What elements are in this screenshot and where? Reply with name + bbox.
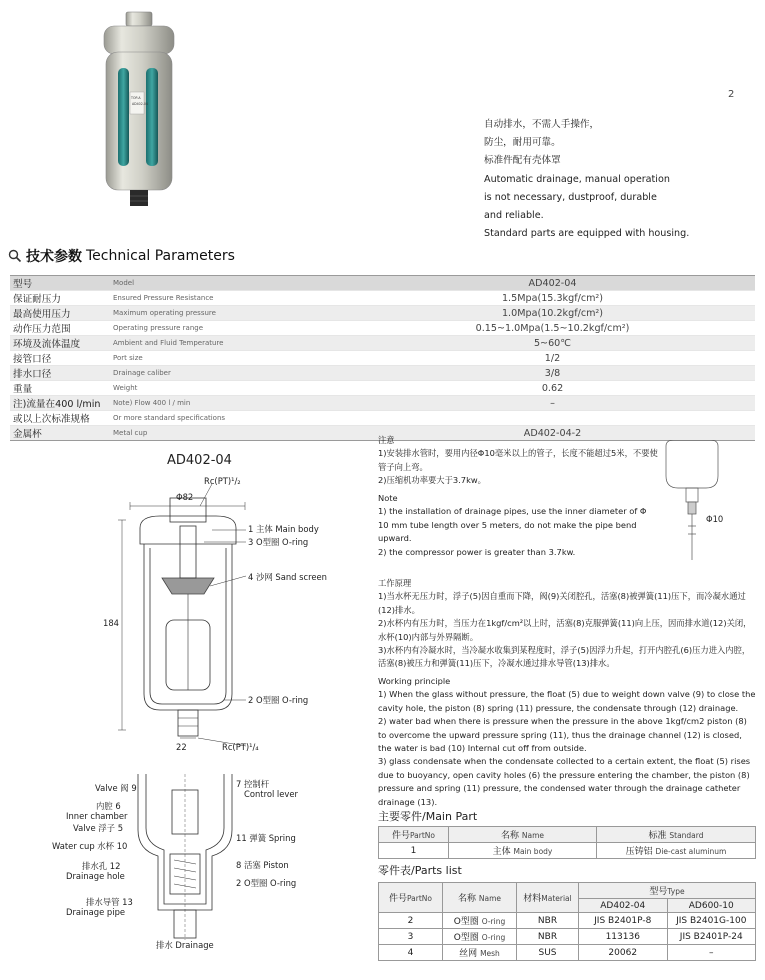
spec-value: 1.5Mpa(15.3kgf/cm²) bbox=[350, 291, 755, 306]
spec-label-cn: 注)流量在400 l/min bbox=[10, 396, 110, 411]
dim-diameter: Φ82 bbox=[176, 492, 194, 502]
detail-drawing bbox=[130, 770, 240, 942]
cell-model1: 113136 bbox=[579, 929, 668, 945]
col-partno bbox=[379, 827, 449, 843]
spec-label-en: Ambient and Fluid Temperature bbox=[110, 336, 350, 351]
spec-label-en: Port size bbox=[110, 351, 350, 366]
dim-bottom-width: 22 bbox=[176, 742, 187, 752]
spec-value: 1/2 bbox=[350, 351, 755, 366]
install-drawing bbox=[662, 440, 722, 570]
name-cn: O型圈 bbox=[453, 917, 479, 927]
name-cn: 丝网 bbox=[459, 949, 478, 959]
cell-model1: 20062 bbox=[579, 945, 668, 961]
callout-inner-chamber-cn: 内腔 6 bbox=[96, 801, 121, 811]
drawing-title: AD402-04 bbox=[167, 453, 232, 468]
cell-material: SUS bbox=[517, 945, 579, 961]
sectional-drawing bbox=[100, 470, 270, 770]
spec-row bbox=[10, 321, 755, 336]
parts-row bbox=[379, 945, 756, 961]
feature-line: and reliable. bbox=[484, 210, 544, 222]
name-cn: O型圈 bbox=[453, 933, 479, 943]
spec-label-cn: 金属杯 bbox=[10, 426, 110, 441]
section-title-technical bbox=[8, 246, 235, 266]
principle-cn-line: 1)当水杯无压力时，浮子(5)因自重而下降，阀(9)关闭腔孔，活塞(8)被弹簧(11)压下，而冷凝水通过(12)排水。 bbox=[378, 591, 746, 615]
col-model-ad600: AD600-10 bbox=[667, 899, 756, 913]
col-standard bbox=[597, 827, 756, 843]
hdr-en: Name bbox=[521, 831, 545, 840]
note-en-title: Note bbox=[378, 493, 398, 503]
spec-label-cn: 最高使用压力 bbox=[10, 306, 110, 321]
callout-o-ring-3: 3 O型圈 O-ring bbox=[248, 537, 309, 547]
spec-value: 5~60℃ bbox=[350, 336, 755, 351]
cell-material: NBR bbox=[517, 929, 579, 945]
section-title-en: Technical Parameters bbox=[86, 248, 235, 264]
section-title-cn: 技术参数 bbox=[26, 249, 82, 265]
cell-model2: – bbox=[667, 945, 756, 961]
spec-row bbox=[10, 306, 755, 321]
principle-cn-line: 3)水杯内有冷凝水时，当冷凝水收集到某程度时，浮子(5)因浮力升起，打开内腔孔(6)压力进入内腔，活塞(8)被压力和弹簧(11)压下，冷凝水通过排水导管(13)排水。 bbox=[378, 645, 751, 669]
principle-cn-line: 2)水杯内有压力时，当压力在1kgf/cm²以上时，活塞(8)克服弹簧(11)向上压，因而排水道(12)关闭，水杯(10)内部与外界隔断。 bbox=[378, 618, 752, 642]
principle-en-line: 3) glass condensate when the condensate collected to a certain extent, the float (5) rises due to buoyancy, open cavity holes (6) the pressure entering the chamber, the piston (8) pressure and spring (11) pressure, the condensed water through the drainage catheter drainage (13). bbox=[378, 756, 751, 807]
cell-name bbox=[443, 929, 517, 945]
label-model: AD402-04 bbox=[132, 102, 148, 106]
spec-label-cn: 环境及流体温度 bbox=[10, 336, 110, 351]
spec-value bbox=[350, 411, 755, 426]
cell-partno: 4 bbox=[379, 945, 443, 961]
std-en: Die-cast aluminum bbox=[655, 847, 727, 856]
principle-cn-title: 工作原理 bbox=[378, 578, 412, 588]
hdr-cn: 件号 bbox=[388, 894, 407, 904]
cell-partno: 1 bbox=[379, 843, 449, 859]
dim-rc-top: Rc(PT)¹/₂ bbox=[204, 476, 241, 486]
col-name bbox=[449, 827, 597, 843]
cell-model1: JIS B2401P-8 bbox=[579, 913, 668, 929]
spec-row bbox=[10, 396, 755, 411]
hdr-cn: 名称 bbox=[500, 831, 519, 841]
cell-name bbox=[443, 945, 517, 961]
callout-drainage: 排水 Drainage bbox=[156, 940, 214, 950]
spec-label-en: Metal cup bbox=[110, 426, 350, 441]
col-partno bbox=[379, 883, 443, 913]
dim-height: 184 bbox=[103, 618, 119, 628]
cell-partno: 3 bbox=[379, 929, 443, 945]
callout-o-ring-2b: 2 O型圈 O-ring bbox=[236, 878, 297, 888]
spec-label-en: Maximum operating pressure bbox=[110, 306, 350, 321]
callout-water-cup-10: Water cup 水杯 10 bbox=[52, 841, 128, 851]
callout-main-body: 1 主体 Main body bbox=[248, 524, 319, 534]
col-name bbox=[443, 883, 517, 913]
parts-header-row bbox=[379, 883, 756, 899]
callout-drainage-hole-cn: 排水孔 12 bbox=[82, 861, 121, 871]
hdr-cn: 材料 bbox=[523, 894, 542, 904]
note-cn bbox=[378, 434, 658, 488]
hdr-cn: 件号 bbox=[391, 831, 410, 841]
callout-o-ring-2: 2 O型圈 O-ring bbox=[248, 695, 309, 705]
cell-name bbox=[449, 843, 597, 859]
spec-row bbox=[10, 336, 755, 351]
hdr-en: Name bbox=[478, 894, 502, 903]
page-number: 2 bbox=[728, 89, 735, 100]
principle-cn bbox=[378, 577, 756, 671]
cell-model2: JIS B2401G-100 bbox=[667, 913, 756, 929]
name-en: Mesh bbox=[480, 949, 500, 958]
cell-partno: 2 bbox=[379, 913, 443, 929]
callout-drainage-pipe-en: Drainage pipe bbox=[66, 907, 126, 917]
principle-en-title: Working principle bbox=[378, 676, 451, 686]
note-en bbox=[378, 492, 658, 559]
spec-label-en: Drainage caliber bbox=[110, 366, 350, 381]
spec-value: 0.15~1.0Mpa(1.5~10.2kgf/cm²) bbox=[350, 321, 755, 336]
cell-name bbox=[443, 913, 517, 929]
spec-row bbox=[10, 351, 755, 366]
spec-row bbox=[10, 276, 755, 291]
callout-control-lever-cn: 7 控制杆 bbox=[236, 779, 270, 789]
principle-en-line: 1) When the glass without pressure, the float (5) due to weight down valve (9) to close the cavity hole, the piston (8) spring (11) pressure, the condensate through (12) drainage. bbox=[378, 689, 756, 713]
spec-value: AD402-04-2 bbox=[350, 426, 755, 441]
parts-row bbox=[379, 913, 756, 929]
spec-value: – bbox=[350, 396, 755, 411]
hdr-cn: 标准 bbox=[648, 831, 667, 841]
spec-value: 1.0Mpa(10.2kgf/cm²) bbox=[350, 306, 755, 321]
spec-row bbox=[10, 411, 755, 426]
spec-table bbox=[10, 275, 755, 441]
principle-en-line: 2) water bad when there is pressure when the pressure in the above 1kgf/cm2 piston (8) to overcome the upward pressure spring (11), thus the drainage channel (12) is closed, the water is bad (10) Internal cut off from outside. bbox=[378, 716, 747, 754]
note-cn-line: 2)压缩机功率要大于3.7kw。 bbox=[378, 475, 486, 486]
hdr-en: PartNo bbox=[407, 894, 433, 903]
hdr-en: PartNo bbox=[410, 831, 436, 840]
spec-row bbox=[10, 381, 755, 396]
std-cn: 压铸铝 bbox=[625, 847, 653, 857]
note-en-line: 2) the compressor power is greater than 3.7kw. bbox=[378, 546, 576, 557]
feature-line: 防尘，耐用可靠。 bbox=[484, 137, 561, 149]
callout-piston-8: 8 活塞 Piston bbox=[236, 860, 289, 870]
spec-label-cn: 保证耐压力 bbox=[10, 291, 110, 306]
spec-label-en: Note) Flow 400 l / min bbox=[110, 396, 350, 411]
spec-row bbox=[10, 366, 755, 381]
col-type bbox=[579, 883, 756, 899]
callout-spring-11: 11 弹簧 Spring bbox=[236, 833, 296, 843]
feature-line: is not necessary, dustproof, durable bbox=[484, 191, 657, 203]
spec-label-en: Ensured Pressure Resistance bbox=[110, 291, 350, 306]
feature-line: Standard parts are equipped with housing. bbox=[484, 228, 690, 240]
parts-row bbox=[379, 929, 756, 945]
hdr-en: Type bbox=[667, 887, 685, 896]
feature-line: Automatic drainage, manual operation bbox=[484, 173, 670, 185]
main-part-header bbox=[379, 827, 756, 843]
name-en: Main body bbox=[513, 847, 553, 856]
name-cn: 主体 bbox=[492, 847, 511, 857]
spec-value: 0.62 bbox=[350, 381, 755, 396]
parts-list-title: 零件表/Parts list bbox=[378, 864, 462, 877]
col-model-ad402: AD402-04 bbox=[579, 899, 668, 913]
hdr-cn: 型号 bbox=[649, 887, 668, 897]
cell-material: NBR bbox=[517, 913, 579, 929]
callout-sand-screen: 4 沙网 Sand screen bbox=[248, 572, 327, 582]
spec-value: AD402-04 bbox=[350, 276, 755, 291]
spec-label-cn: 接管口径 bbox=[10, 351, 110, 366]
spec-label-cn: 或以上次标准规格 bbox=[10, 411, 110, 426]
callout-float-5: Valve 浮子 5 bbox=[73, 823, 124, 833]
dim-rc-bottom: Rc(PT)¹/₄ bbox=[222, 742, 259, 752]
label-brand: TOP-A bbox=[131, 96, 141, 100]
cell-standard bbox=[597, 843, 756, 859]
feature-line: 自动排水，不需人手操作， bbox=[484, 119, 600, 130]
main-part-table bbox=[378, 826, 756, 859]
spec-label-cn: 重量 bbox=[10, 381, 110, 396]
feature-line: 标准件配有壳体罩 bbox=[484, 155, 561, 167]
hdr-en: Standard bbox=[669, 831, 704, 840]
spec-row bbox=[10, 291, 755, 306]
main-part-title: 主要零件/Main Part bbox=[378, 810, 478, 823]
spec-label-cn: 型号 bbox=[10, 276, 110, 291]
callout-drainage-pipe-cn: 排水导管 13 bbox=[86, 897, 133, 907]
name-en: O-ring bbox=[481, 917, 506, 926]
spec-value: 3/8 bbox=[350, 366, 755, 381]
spec-label-en: Operating pressure range bbox=[110, 321, 350, 336]
magnifier-icon bbox=[8, 249, 22, 263]
product-photo bbox=[96, 6, 182, 212]
callout-drainage-hole-en: Drainage hole bbox=[66, 871, 125, 881]
spec-label-cn: 动作压力范围 bbox=[10, 321, 110, 336]
cell-model2: JIS B2401P-24 bbox=[667, 929, 756, 945]
callout-valve-9: Valve 阀 9 bbox=[95, 783, 137, 793]
parts-list-table bbox=[378, 882, 756, 961]
note-en-line: 1) the installation of drainage pipes, use the inner diameter of Φ 10 mm tube length over 5 meters, do not make the pipe bend upward. bbox=[378, 506, 647, 544]
hdr-cn: 名称 bbox=[457, 894, 476, 904]
hdr-en: Material bbox=[541, 894, 572, 903]
principle-en bbox=[378, 675, 756, 809]
callout-inner-chamber-en: Inner chamber bbox=[66, 811, 128, 821]
feature-list bbox=[484, 116, 754, 243]
spec-label-en: Model bbox=[110, 276, 350, 291]
spec-label-en: Weight bbox=[110, 381, 350, 396]
col-material bbox=[517, 883, 579, 913]
callout-control-lever-en: Control lever bbox=[244, 789, 298, 799]
main-part-row bbox=[379, 843, 756, 859]
name-en: O-ring bbox=[481, 933, 506, 942]
spec-label-en: Or more standard specifications bbox=[110, 411, 350, 426]
note-cn-line: 1)安装排水管时，要用内径Φ10毫米以上的管子，长度不能超过5米，不要使管子向上弯。 bbox=[378, 448, 658, 472]
note-cn-title: 注意 bbox=[378, 435, 395, 445]
dim-small-diameter: Φ10 bbox=[706, 514, 724, 524]
spec-label-cn: 排水口径 bbox=[10, 366, 110, 381]
